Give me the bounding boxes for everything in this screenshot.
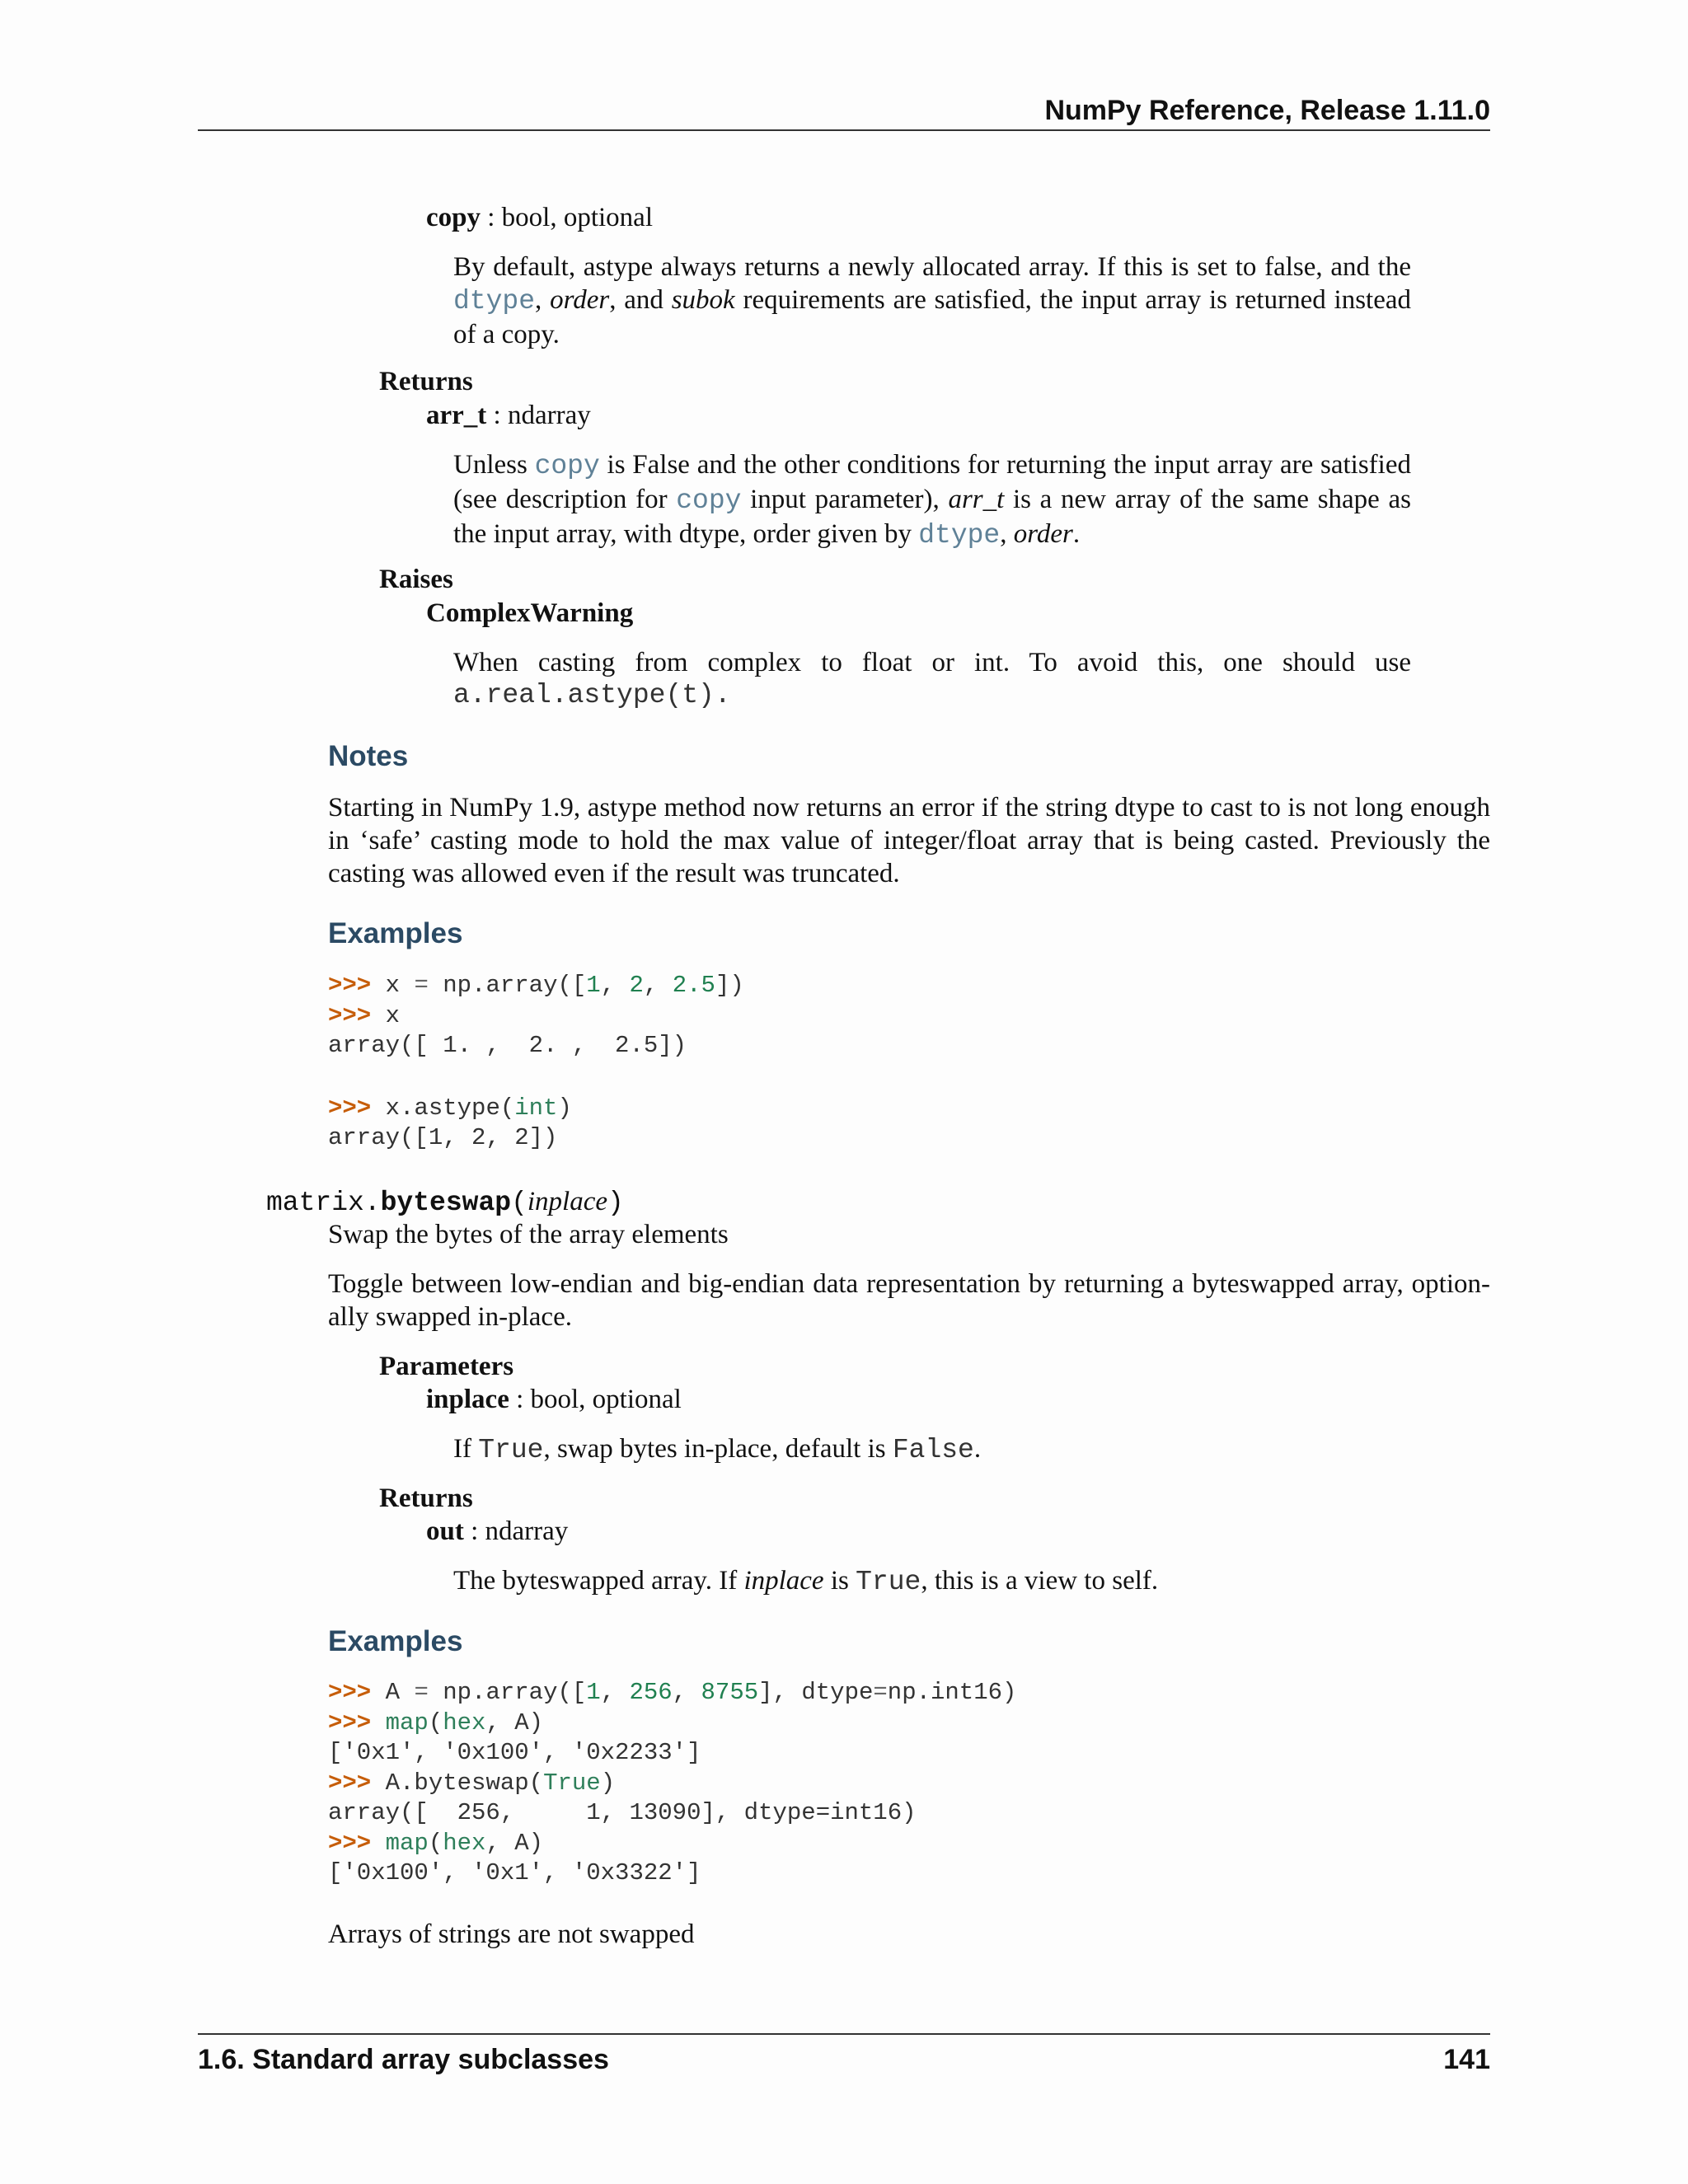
- footer-rule: [198, 2033, 1490, 2035]
- dtype-link[interactable]: dtype: [453, 286, 536, 316]
- param-copy: copy : bool, optional: [426, 203, 653, 232]
- page-number: 141: [1443, 2044, 1490, 2075]
- desc-line: Toggle between low-endian and big-endian data representation by returning a byteswapped array, option-: [328, 1269, 1490, 1299]
- code-line: >>> x: [328, 1001, 401, 1029]
- copy-link[interactable]: copy: [534, 451, 600, 481]
- returns-heading: Returns: [379, 1483, 473, 1513]
- raises-desc: [453, 646, 1411, 712]
- param-type: bool, optional: [501, 203, 653, 232]
- header-rule: [198, 129, 1490, 131]
- byteswap-signature: matrix.byteswap(inplace): [266, 1187, 624, 1218]
- desc-line: dtype, order, and subok requirements are satisfied, the input array is returned instead: [453, 285, 1412, 316]
- byteswap-desc: [328, 1268, 1490, 1333]
- desc-line: When casting from complex to float or int. To avoid this, one should use: [453, 648, 1411, 677]
- code-inline: a.real.astype(t).: [453, 680, 731, 710]
- copy-link[interactable]: copy: [676, 485, 742, 516]
- notes-line: Starting in NumPy 1.9, astype method now returns an error if the string dtype to cast to is not long enough: [328, 793, 1490, 823]
- desc-line: the input array, with dtype, order given by dtype, order.: [453, 519, 1081, 551]
- code-line: >>> A.byteswap(True): [328, 1769, 616, 1797]
- notes-heading: Notes: [328, 740, 409, 772]
- raises-name: ComplexWarning: [426, 598, 634, 628]
- return-arr_t: arr_t : ndarray: [426, 401, 591, 430]
- desc-line: of a copy.: [453, 320, 560, 349]
- code-line: >>> x.astype(int): [328, 1094, 572, 1122]
- code-line: ['0x1', '0x100', '0x2233']: [328, 1739, 701, 1766]
- returns-heading: Returns: [379, 367, 473, 396]
- byteswap-summary: Swap the bytes of the array elements: [328, 1220, 729, 1249]
- code-line: array([1, 2, 2]): [328, 1124, 558, 1151]
- footer-section: 1.6. Standard array subclasses: [198, 2044, 609, 2075]
- code-line: >>> map(hex, A): [328, 1829, 544, 1857]
- parameters-heading: Parameters: [379, 1352, 514, 1381]
- desc-line: Unless copy is False and the other conditions for returning the input array are satisfied: [453, 450, 1411, 481]
- param-inplace-desc: If True, swap bytes in-place, default is False.: [453, 1434, 982, 1465]
- raises-heading: Raises: [379, 565, 453, 594]
- return-out-desc: The byteswapped array. If inplace is True, this is a view to self.: [453, 1566, 1159, 1597]
- param-inplace: inplace : bool, optional: [426, 1385, 682, 1414]
- desc-line: (see description for copy input parameter), arr_t is a new array of the same shape as: [453, 485, 1411, 516]
- examples-heading: Examples: [328, 917, 463, 949]
- code-block-byteswap: [328, 1678, 1016, 1889]
- code-line: >>> A = np.array([1, 256, 8755], dtype=np.int16): [328, 1679, 1017, 1706]
- dtype-link[interactable]: dtype: [918, 520, 1001, 551]
- desc-line: By default, astype always returns a newly allocated array. If this is set to false, and the: [453, 252, 1411, 282]
- return-out: out : ndarray: [426, 1516, 569, 1546]
- param-copy-desc: [453, 251, 1411, 351]
- running-header: NumPy Reference, Release 1.11.0: [1044, 95, 1490, 126]
- code-line: >>> map(hex, A): [328, 1708, 544, 1736]
- notes-line: casting was allowed even if the result was truncated.: [328, 859, 900, 888]
- trailing-text: Arrays of strings are not swapped: [328, 1919, 695, 1949]
- notes-line: in ‘safe’ casting mode to hold the max value of integer/float array that is being casted. Previously the: [328, 826, 1490, 855]
- notes-text: [328, 791, 1490, 890]
- code-line: >>> x = np.array([1, 2, 2.5]): [328, 972, 744, 999]
- examples-heading: Examples: [328, 1625, 463, 1657]
- desc-line: ally swapped in-place.: [328, 1302, 572, 1332]
- return-desc: [453, 448, 1411, 552]
- code-line: ['0x100', '0x1', '0x3322']: [328, 1859, 701, 1886]
- code-line: array([ 1. , 2. , 2.5]): [328, 1032, 687, 1059]
- param-name: copy: [426, 203, 481, 232]
- code-line: array([ 256, 1, 13090], dtype=int16): [328, 1799, 917, 1826]
- code-block-astype: [328, 971, 744, 1154]
